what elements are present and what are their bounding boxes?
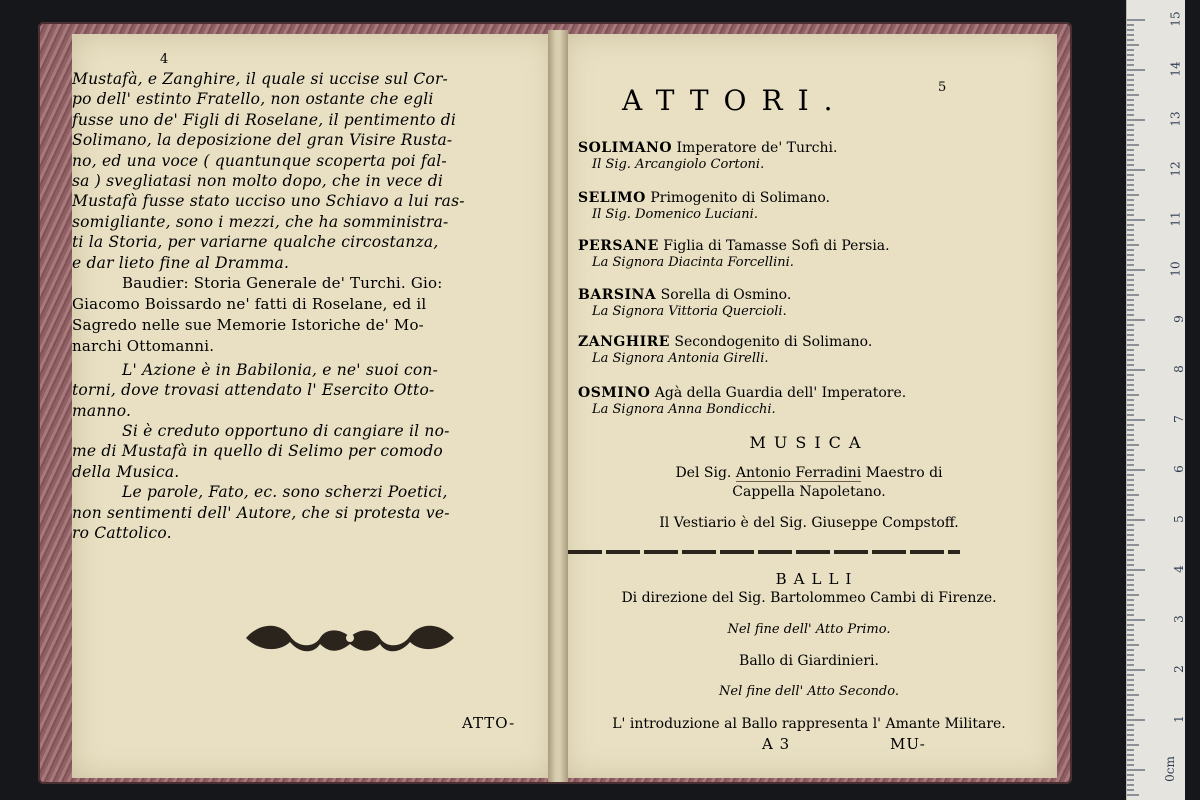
sources-line: Giacomo Boissardo ne' fatti di Roselane, ed il bbox=[72, 294, 427, 313]
setting-line: torni, dove trovasi attendato l' Esercito Otto- bbox=[72, 381, 435, 400]
measuring-ruler bbox=[1126, 0, 1185, 800]
sources-line: Sagredo nelle sue Memorie Istoriche de' Mo- bbox=[72, 315, 424, 334]
signature-mark: A 3 bbox=[762, 735, 791, 753]
ruler-label: 5 bbox=[1172, 515, 1187, 523]
ruler-label: 8 bbox=[1172, 365, 1187, 373]
ruler-label: 3 bbox=[1172, 615, 1187, 623]
character-name: PERSANE bbox=[578, 238, 659, 254]
character-role: Sorella di Osmino. bbox=[660, 287, 792, 303]
text-line: Mustafà fusse stato ucciso uno Schiavo a lui ras- bbox=[72, 192, 465, 211]
disclaimer-line: Le parole, Fato, ec. sono scherzi Poetici, bbox=[122, 483, 448, 502]
book-gutter bbox=[548, 30, 568, 782]
composer-prefix: Del Sig. bbox=[675, 465, 732, 481]
left-catchword: ATTO- bbox=[462, 714, 516, 732]
music-heading: MUSICA bbox=[749, 433, 869, 452]
cast-entry bbox=[578, 334, 872, 366]
page-title: ATTORI. bbox=[622, 84, 848, 117]
setting-line: L' Azione è in Babilonia, e ne' suoi con- bbox=[122, 360, 439, 379]
character-name: BARSINA bbox=[578, 287, 657, 303]
ruler-label: 13 bbox=[1168, 111, 1183, 127]
balli-heading: BALLI bbox=[775, 570, 859, 588]
costume-line: Il Vestiario è del Sig. Giuseppe Compstoff. bbox=[659, 515, 959, 531]
ruler-label: 4 bbox=[1172, 565, 1187, 573]
section-divider bbox=[568, 550, 960, 554]
sources-line: narchi Ottomanni. bbox=[72, 336, 215, 355]
text-line: Mustafà, e Zanghire, il quale si uccise sul Cor- bbox=[72, 70, 448, 88]
right-catchword: MU- bbox=[890, 735, 926, 753]
ruler-label: 0cm bbox=[1163, 756, 1178, 782]
text-line: e dar lieto fine al Dramma. bbox=[72, 253, 290, 272]
singer-name: Il Sig. Domenico Luciani. bbox=[592, 207, 758, 222]
disclaimer-line: non sentimenti dell' Autore, che si protesta ve- bbox=[72, 503, 450, 522]
rename-line: Si è creduto opportuno di cangiare il no- bbox=[122, 422, 450, 441]
ballet1-name: Ballo di Giardinieri. bbox=[739, 653, 879, 669]
ruler-label: 9 bbox=[1172, 315, 1187, 323]
ruler-label: 10 bbox=[1168, 261, 1183, 277]
sources-line: Baudier: Storia Generale de' Turchi. Gio: bbox=[122, 273, 443, 292]
rename-line: della Musica. bbox=[72, 462, 180, 481]
rename-line: me di Mustafà in quello di Selimo per comodo bbox=[72, 442, 443, 461]
right-page-number: 5 bbox=[938, 80, 947, 95]
setting-line: manno. bbox=[72, 401, 132, 420]
balli-direction: Di direzione del Sig. Bartolommeo Cambi di Firenze. bbox=[621, 590, 997, 606]
ruler-label: 7 bbox=[1172, 415, 1187, 423]
ornament-icon bbox=[240, 618, 460, 656]
text-line: Solimano, la deposizione del gran Visire Rusta- bbox=[72, 131, 453, 150]
left-page-text bbox=[72, 69, 538, 543]
cast-entry bbox=[578, 140, 837, 172]
singer-name: La Signora Antonia Girelli. bbox=[592, 351, 769, 366]
composer-suffix: Maestro di bbox=[865, 465, 943, 481]
character-name: SELIMO bbox=[578, 190, 646, 206]
act1-note: Nel fine dell' Atto Primo. bbox=[727, 622, 891, 637]
composer-line-2: Cappella Napoletano. bbox=[732, 484, 886, 500]
ruler-label: 14 bbox=[1168, 61, 1183, 77]
cast-entry bbox=[578, 385, 906, 417]
singer-name: Il Sig. Arcangiolo Cortoni. bbox=[592, 157, 765, 172]
ruler-label: 6 bbox=[1172, 465, 1187, 473]
act2-note: Nel fine dell' Atto Secondo. bbox=[719, 684, 899, 699]
ballet2-description: L' introduzione al Ballo rappresenta l' Amante Militare. bbox=[612, 716, 1006, 732]
character-name: ZANGHIRE bbox=[578, 334, 670, 350]
singer-name: La Signora Anna Bondicchi. bbox=[592, 402, 776, 417]
composer-line bbox=[562, 465, 1056, 481]
cast-entry bbox=[578, 287, 791, 319]
singer-name: La Signora Vittoria Quercioli. bbox=[592, 304, 787, 319]
character-role: Agà della Guardia dell' Imperatore. bbox=[654, 385, 907, 401]
left-page-number: 4 bbox=[160, 52, 169, 67]
text-line: po dell' estinto Fratello, non ostante che egli bbox=[72, 90, 434, 109]
disclaimer-line: ro Cattolico. bbox=[72, 524, 172, 543]
ruler-label: 15 bbox=[1168, 11, 1183, 27]
cast-entry bbox=[578, 190, 830, 222]
character-role: Figlia di Tamasse Sofì di Persia. bbox=[663, 238, 890, 254]
character-name: OSMINO bbox=[578, 385, 651, 401]
text-line: ti la Storia, per variarne qualche circostanza, bbox=[72, 233, 439, 252]
ruler-label: 12 bbox=[1168, 161, 1183, 177]
ruler-label: 2 bbox=[1172, 665, 1187, 673]
character-role: Imperatore de' Turchi. bbox=[676, 140, 838, 156]
character-role: Primogenito di Solimano. bbox=[650, 190, 831, 206]
text-line: somigliante, sono i mezzi, che ha somministra- bbox=[72, 212, 449, 231]
character-role: Secondogenito di Solimano. bbox=[674, 334, 873, 350]
composer-name: Antonio Ferradini bbox=[735, 465, 862, 481]
ruler-label: 11 bbox=[1168, 211, 1183, 227]
cast-entry bbox=[578, 238, 890, 270]
ruler-label: 1 bbox=[1172, 715, 1187, 723]
text-line: sa ) svegliatasi non molto dopo, che in vece di bbox=[72, 171, 444, 190]
text-line: no, ed una voce ( quantunque scoperta poi fal- bbox=[72, 151, 447, 170]
text-line: fusse uno de' Figli di Roselane, il pentimento di bbox=[72, 110, 456, 129]
character-name: SOLIMANO bbox=[578, 140, 673, 156]
singer-name: La Signora Diacinta Forcellini. bbox=[592, 255, 794, 270]
